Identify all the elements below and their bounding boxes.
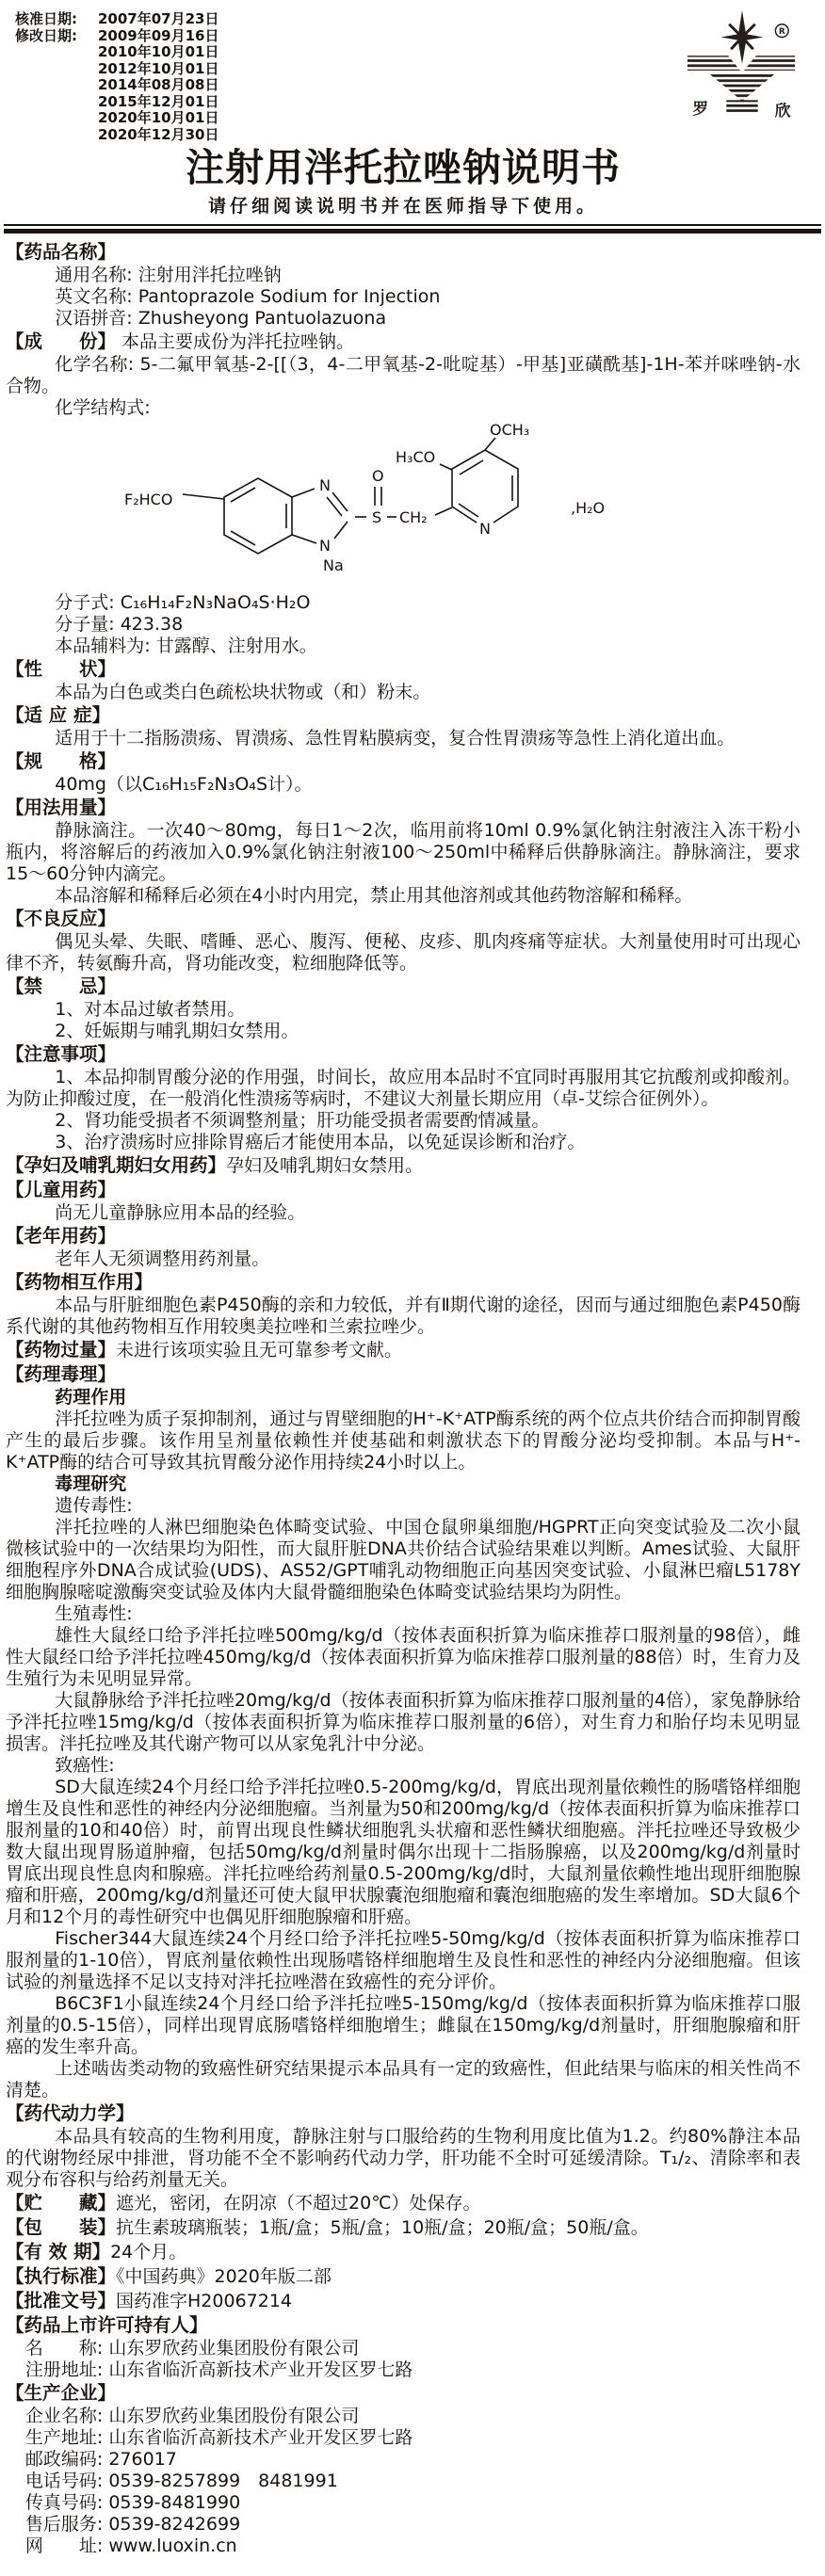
section-heading: 【禁 忌】 (6, 974, 117, 997)
company-info-line: 企业名称: 山东罗欣药业集团股份有限公司 (24, 2405, 360, 2426)
section-heading: 【生产企业】 (6, 2381, 117, 2404)
section-inline-text: 未进行该项实验且无可靠参考文献。 (116, 1339, 403, 1360)
paragraph: 雄性大鼠经口给予泮托拉唑500mg/kg/d（按体表面积折算为临床推荐口服剂量的98倍），雌性大鼠经口给予泮托拉唑450mg/kg/d（按体表面积折算为临床推荐口服剂量的88倍）时，生育力及生殖行为未见明显异常。 (6, 1624, 801, 1689)
modified-date-label: 修改日期: (15, 26, 77, 44)
document-body (6, 240, 801, 2557)
approval-date-row (15, 11, 801, 28)
date-label-spacer (15, 110, 98, 127)
section (6, 974, 801, 999)
na-label: Na (323, 555, 344, 574)
page-subtitle: 请仔细阅读说明书并在医师指导下使用。 (207, 195, 598, 217)
paragraph: 老年人无须调整用药剂量。 (55, 1248, 270, 1269)
och3-label: OCH₃ (490, 421, 530, 439)
company-info-line: 生产地址: 山东省临沂高新技术产业开发区罗七路 (24, 2426, 413, 2448)
subsection-title: 药理作用 (55, 1386, 127, 1408)
section (6, 1224, 801, 1248)
approval-date-value: 2007年07月23日 (98, 10, 219, 27)
revision-date: 2014年08月08日 (98, 76, 219, 93)
section-inline-text: 本品主要成份为泮托拉唑钠。 (116, 330, 355, 352)
n-bottom-label: N (319, 536, 331, 555)
revision-date-row (15, 127, 801, 144)
section-inline-text: 《中国药典》2020年版二部 (116, 2265, 332, 2287)
subsection-title: 毒理研究 (55, 1473, 127, 1494)
section (6, 2381, 801, 2406)
paragraph: 泮托拉唑的人淋巴细胞染色体畸变试验、中国仓鼠卵巢细胞/HGPRT正向突变试验及二次小鼠微核试验中的一次结果均为阳性，而大鼠肝脏DNA共价结合试验结果难以判断。Ames试验、大鼠肝细胞程序外DNA合成试验(UDS)、AS52/GPT哺乳动物细胞正向基因突变试验、小鼠淋巴瘤L5178Y细胞胸腺嘧啶激酶突变试验及体内大鼠骨髓细胞染色体畸变试验结果均为阴性。 (6, 1516, 801, 1602)
section-heading: 【孕妇及哺乳期妇女用药】 (6, 1153, 227, 1176)
section-heading: 【药物过量】 (6, 1338, 117, 1360)
approval-dates (6, 6, 801, 143)
section-inline-text: 国药准字H20067214 (116, 2290, 293, 2311)
section (6, 796, 801, 820)
insert-header (6, 6, 801, 217)
section-heading: 【药理毒理】 (6, 1362, 117, 1385)
paragraph: 上述啮齿类动物的致癌性研究结果提示本品具有一定的致癌性，但此结果与临床的相关性尚不清楚。 (6, 2057, 801, 2101)
section (6, 2215, 801, 2240)
section-heading: 【药物相互作用】 (6, 1270, 154, 1293)
divider-thick-rule (4, 229, 821, 233)
paragraph: 泮托拉唑为质子泵抑制剂，通过与胃壁细胞的H⁺-K⁺ATP酶系统的两个位点共价结合而抑制胃酸产生的最后步骤。该作用呈剂量依赖性并使基础和刺激状态下的胃酸分泌均受抑制。本品与H⁺-K⁺ATP酶的结合可导致其抗胃酸分泌作用持续24小时以上。 (6, 1408, 801, 1473)
section-heading: 【批准文号】 (6, 2289, 117, 2311)
section-heading: 【不良反应】 (6, 907, 117, 929)
paragraph: 2、妊娠期与哺乳期妇女禁用。 (55, 1020, 299, 1041)
revision-date-list (15, 44, 801, 143)
company-info-line: 售后服务: 0539-8242699 (24, 2513, 241, 2535)
section (6, 2264, 801, 2289)
revision-date-row (15, 44, 801, 61)
section-heading: 【性 状】 (6, 657, 117, 680)
paragraph: SD大鼠连续24个月经口给予泮托拉唑0.5-200mg/kg/d，胃底出现剂量依赖性的肠嗜铬样细胞增生及良性和恶性的神经内分泌细胞瘤。当剂量为50和200mg/kg/d（按体表面积折算为临床推荐口服剂量的10和40倍）时，前胃出现良性鳞状细胞乳头状瘤和恶性鳞状细胞癌。泮托拉唑还导致极少数大鼠出现胃肠道肿瘤，包括50mg/kg/d剂量时偶尔出现十二指肠腺癌，以及200mg/kg/d剂量时胃底出现良性息肉和腺癌。泮托拉唑给药剂量0.5-200mg/kg/d时，大鼠剂量依赖性地出现肝细胞腺瘤和肝癌，200mg/kg/d剂量还可使大鼠甲状腺囊泡细胞瘤和囊泡细胞癌的发生率增加。SD大鼠6个月和12个月的毒性研究中也偶见肝细胞腺瘤和肝癌。 (6, 1776, 801, 1927)
revision-date: 2020年12月30日 (98, 125, 219, 143)
section-heading: 【适 应 症】 (6, 703, 111, 726)
section-heading: 【包 装】 (6, 2215, 117, 2238)
date-label-spacer (15, 127, 98, 144)
paragraph: 本品具有较高的生物利用度，静脉注射与口服给药的生物利用度比值为1.2。约80%静注本品的代谢物经尿中排泄，肾功能不全不影响药代动力学，肝功能不全时可延缓清除。T₁/₂、清除率和表观分布容积与给药剂量无关。 (6, 2125, 801, 2190)
modified-date-row (15, 28, 801, 45)
paragraph: 分子量: 423.38 (55, 613, 184, 635)
paragraph: 1、本品抑制胃酸分泌的作用强，时间长，故应用本品时不宜同时再服用其它抗酸剂或抑酸剂。为防止抑酸过度，在一般消化性溃疡等病时，不建议大剂量长期应用（卓-艾综合征例外）。 (6, 1066, 801, 1109)
company-info-line: 名 称: 山东罗欣药业集团股份有限公司 (24, 2337, 360, 2359)
f2hco-label: F₂HCO (124, 490, 173, 508)
section (6, 2289, 801, 2313)
section-heading: 【有 效 期】 (6, 2240, 111, 2262)
paragraph: 本品溶解和稀释后必须在4小时内用完，禁止用其他溶剂或其他药物溶解和稀释。 (55, 884, 693, 906)
paragraph: 尚无儿童静脉应用本品的经验。 (55, 1201, 306, 1223)
section-heading: 【药品名称】 (6, 240, 117, 263)
section-heading: 【儿童用药】 (6, 1178, 117, 1200)
section (6, 657, 801, 682)
pyridine-n-label: N (479, 519, 491, 538)
registered-mark-icon (775, 24, 788, 38)
divider-thin-rule (4, 224, 821, 226)
paragraph: 化学结构式: (55, 396, 151, 418)
date-label-spacer (15, 94, 98, 111)
section-heading: 【用法用量】 (6, 796, 117, 818)
revision-date-row (15, 77, 801, 94)
paragraph: B6C3F1小鼠连续24个月经口给予泮托拉唑5-150mg/kg/d（按体表面积折算为临床推荐口服剂量的0.5-15倍），同样出现胃底肠嗜铬样细胞增生；雌鼠在150mg/kg/d剂量时，肝细胞腺瘤和肝癌的发生率升高。 (6, 1992, 801, 2057)
section (6, 703, 801, 728)
revision-date: 2010年10月01日 (98, 43, 219, 60)
brand-char-right: 欣 (774, 101, 791, 121)
revision-date-row (15, 61, 801, 78)
paragraph: 本品与肝脏细胞色素P450酶的亲和力较低，并有Ⅱ期代谢的途径，因而与通过细胞色素P450酶系代谢的其他药物相互作用较奥美拉唑和兰索拉唑少。 (6, 1294, 801, 1337)
paragraph: 本品辅料为: 甘露醇、注射用水。 (55, 635, 317, 656)
s-label: S (372, 507, 382, 526)
paragraph: 致癌性: (55, 1754, 115, 1776)
paragraph: 静脉滴注。一次40～80mg，每日1～2次，临用前将10ml 0.9%氯化钠注射液注入冻干粉小瓶内，将溶解后的药液加入0.9%氯化钠注射液100～250ml中稀释后供静脉滴注。静脉滴注，要求15～60分钟内滴完。 (6, 819, 801, 884)
page-title: 注射用泮托拉唑钠说明书 (186, 145, 621, 190)
company-info-line: 电话号码: 0539-8257899 8481991 (24, 2470, 338, 2491)
paragraph: 2、肾功能受损者不须调整剂量；肝功能受损者需要酌情减量。 (55, 1109, 550, 1131)
revision-date-row (15, 110, 801, 127)
date-label-spacer (15, 44, 98, 61)
section (6, 1362, 801, 1387)
paragraph: 适用于十二指肠溃疡、胃溃疡、急性胃粘膜病变，复合性胃溃疡等急性上消化道出血。 (55, 727, 736, 749)
section-heading: 【成 份】 (6, 330, 117, 352)
section (6, 2191, 801, 2215)
section (6, 2101, 801, 2126)
company-info-line: 传真号码: 0539-8481990 (24, 2491, 241, 2513)
section-heading: 【药品上市许可持有人】 (6, 2313, 208, 2336)
paragraph: 英文名称: Pantoprazole Sodium for Injection (55, 285, 441, 307)
section-inline-text: 24个月。 (110, 2241, 187, 2262)
section-inline-text: 遮光，密闭，在阴凉（不超过20℃）处保存。 (116, 2192, 481, 2214)
section (6, 240, 801, 265)
paragraph: 偶见头晕、失眠、嗜睡、恶心、腹泻、便秘、皮疹、肌肉疼痛等症状。大剂量使用时可出现心律不齐，转氨酶升高，肾功能改变，粒细胞降低等。 (6, 930, 801, 974)
section-heading: 【老年用药】 (6, 1224, 117, 1247)
section-heading: 【贮 藏】 (6, 2191, 117, 2214)
section-heading: 【规 格】 (6, 749, 117, 772)
h2o-label: ,H₂O (571, 498, 606, 517)
approval-date-label: 核准日期: (15, 10, 77, 27)
modified-date-value: 2009年09月16日 (98, 26, 219, 44)
section-heading: 【药代动力学】 (6, 2101, 135, 2124)
registered-letter: R (778, 27, 785, 38)
paragraph: 通用名称: 注射用泮托拉唑钠 (55, 264, 282, 285)
paragraph: 本品为白色或类白色疏松块状物或（和）粉末。 (55, 681, 431, 702)
section-inline-text: 抗生素玻璃瓶装；1瓶/盒；5瓶/盒；10瓶/盒；20瓶/盒；50瓶/盒。 (116, 2216, 649, 2238)
paragraph: 汉语拼音: Zhusheyong Pantuolazuona (55, 307, 387, 329)
paragraph: 大鼠静脉给予泮托拉唑20mg/kg/d（按体表面积折算为临床推荐口服剂量的4倍），家兔静脉给予泮托拉唑15mg/kg/d（按体表面积折算为临床推荐口服剂量的6倍），对生育力和胎仔均未见明显损害。泮托拉唑及其代谢产物可以从家兔乳汁中分泌。 (6, 1689, 801, 1754)
section-inline-text: 孕妇及哺乳期妇女禁用。 (226, 1154, 424, 1176)
section (6, 330, 801, 354)
section (6, 907, 801, 931)
revision-date: 2015年12月01日 (98, 92, 219, 110)
date-label-spacer (15, 61, 98, 78)
n-top-label: N (319, 475, 331, 494)
section-heading: 【注意事项】 (6, 1042, 117, 1065)
company-info-line: 网 址: www.luoxin.cn (24, 2535, 237, 2556)
ch2-label: CH₂ (399, 507, 428, 526)
luoxin-logo (686, 8, 797, 121)
company-info-line: 注册地址: 山东省临沂高新技术产业开发区罗七路 (24, 2359, 413, 2380)
revision-date-row (15, 94, 801, 111)
revision-date: 2012年10月01日 (98, 59, 219, 77)
chemical-structure (117, 422, 801, 589)
section (6, 2240, 801, 2264)
paragraph: Fischer344大鼠连续24个月经口给予泮托拉唑5-50mg/kg/d（按体表面积折算为临床推荐口服剂量的1-10倍），胃底剂量依赖性出现肠嗜铬样细胞增生及良性和恶性的神经内分泌细胞瘤。但该试验的剂量选择不足以支持对泮托拉唑潜在致癌性的充分评价。 (6, 1927, 801, 1992)
brand-char-left: 罗 (692, 99, 709, 119)
paragraph: 40mg（以C₁₆H₁₅F₂N₃O₄S计）。 (55, 773, 313, 795)
o-label: O (372, 466, 384, 485)
h3co-label: H₃CO (396, 447, 436, 466)
section (6, 749, 801, 774)
section (6, 1178, 801, 1202)
date-label-spacer (15, 77, 98, 94)
paragraph: 分子式: C₁₆H₁₄F₂N₃NaO₄S·H₂O (55, 591, 311, 613)
paragraph: 化学名称: 5-二氟甲氧基-2-[[（3，4-二甲氧基-2-吡啶基）-甲基]亚磺酰基]-1H-苯并咪唑钠-水合物。 (6, 353, 801, 396)
revision-date: 2020年10月01日 (98, 109, 219, 126)
paragraph: 1、对本品过敏者禁用。 (55, 998, 246, 1020)
header-divider (4, 224, 821, 233)
section-heading: 【执行标准】 (6, 2264, 117, 2287)
paragraph: 3、治疗溃疡时应排除胃癌后才能使用本品，以免延误诊断和治疗。 (55, 1131, 586, 1152)
section (6, 2313, 801, 2338)
section (6, 1042, 801, 1067)
company-info-line: 邮政编码: 276017 (24, 2448, 177, 2470)
paragraph: 遗传毒性: (55, 1494, 133, 1516)
section (6, 1270, 801, 1295)
section (6, 1153, 801, 1178)
paragraph: 生殖毒性: (55, 1602, 133, 1624)
section (6, 1338, 801, 1362)
chemical-structure-drawing (117, 422, 663, 584)
